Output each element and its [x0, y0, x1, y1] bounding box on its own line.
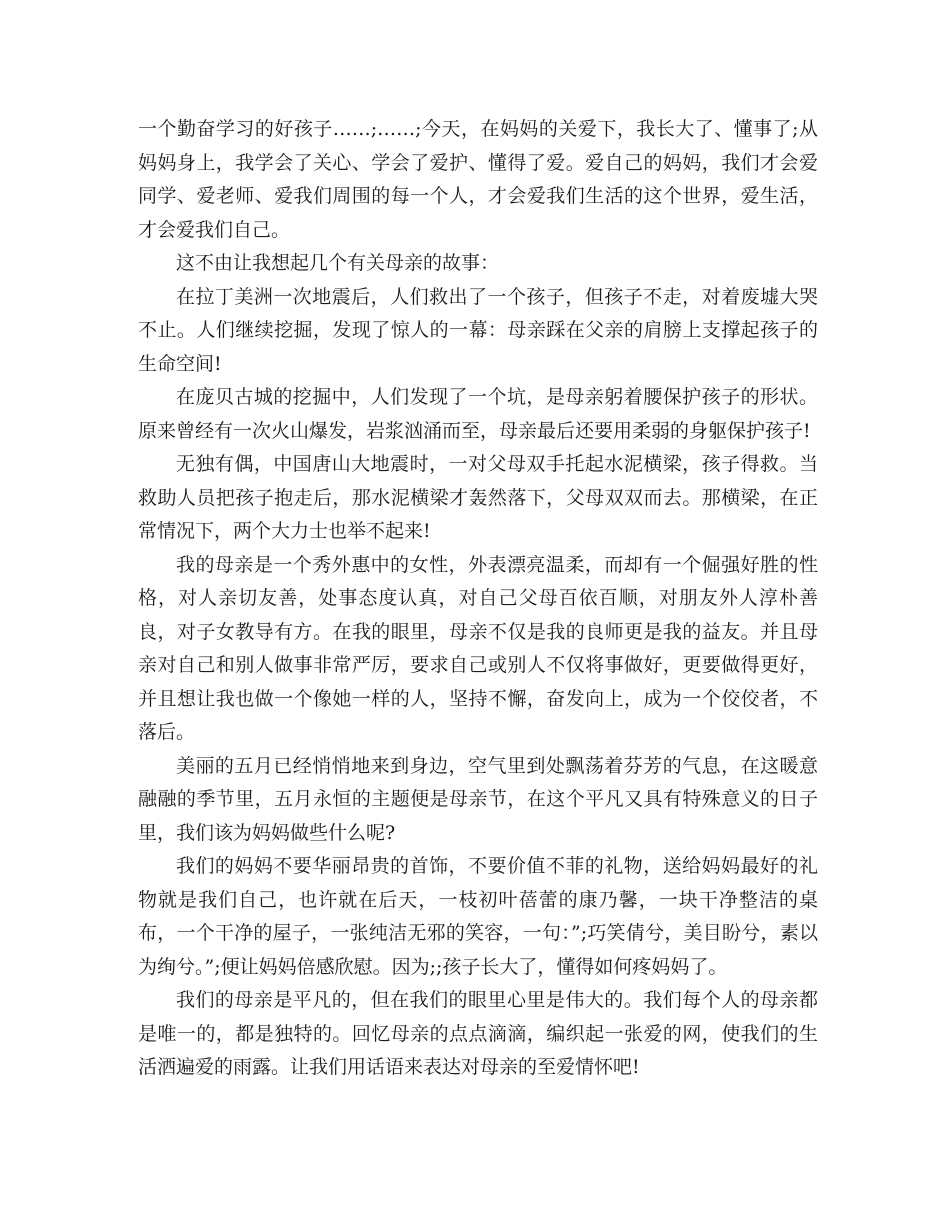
- paragraph-my-mother: 我的母亲是一个秀外惠中的女性，外表漂亮温柔，而却有一个倔强好胜的性格，对人亲切友善，处事态度认真，对自己父母百依百顺，对朋友外人淳朴善良，对子女教导有方。在我的眼里，母亲不仅是我的良师更是我的益友。并且母亲对自己和别人做事非常严厉，要求自己或别人不仅将事做好，更要做得更好，并且想让我也做一个像她一样的人，坚持不懈，奋发向上，成为一个佼佼者，不落后。: [138, 553, 818, 743]
- paragraph-gift: 我们的妈妈不要华丽昂贵的首饰，不要价值不菲的礼物，送给妈妈最好的礼物就是我们自己，也许就在后天，一枝初叶蓓蕾的康乃馨，一块干净整洁的桌布，一个干净的屋子，一张纯洁无邪的笑容，一句：”;巧笑倩兮，美目盼兮，素以为绚兮。”;便让妈妈倍感欣慰。因为;;孩子长大了，懂得如何疼妈妈了。: [138, 855, 818, 978]
- paragraph-conclusion: 我们的母亲是平凡的，但在我们的眼里心里是伟大的。我们每个人的母亲都是唯一的，都是独特的。回忆母亲的点点滴滴，编织起一张爱的网，使我们的生活洒遍爱的雨露。让我们用话语来表达对母亲的至爱情怀吧!: [138, 989, 818, 1078]
- paragraph-continued: 一个勤奋学习的好孩子……;……;今天，在妈妈的关爱下，我长大了、懂事了;从妈妈身上，我学会了关心、学会了爱护、懂得了爱。爱自己的妈妈，我们才会爱同学、爱老师、爱我们周围的每一个人，才会爱我们生活的这个世界，爱生活，才会爱我们自己。: [138, 118, 818, 241]
- paragraph-tangshan-story: 无独有偶，中国唐山大地震时，一对父母双手托起水泥横梁，孩子得救。当救助人员把孩子抱走后，那水泥横梁才轰然落下，父母双双而去。那横梁，在正常情况下，两个大力士也举不起来!: [138, 453, 818, 542]
- paragraph-intro-stories: 这不由让我想起几个有关母亲的故事：: [176, 252, 500, 274]
- document-body: [138, 113, 818, 1085]
- paragraph-may: 美丽的五月已经悄悄地来到身边，空气里到处飘荡着芬芳的气息，在这暖意融融的季节里，五月永恒的主题便是母亲节，在这个平凡又具有特殊意义的日子里，我们该为妈妈做些什么呢?: [138, 754, 818, 844]
- paragraph-pompeii-story: 在庞贝古城的挖掘中，人们发现了一个坑，是母亲躬着腰保护孩子的形状。原来曾经有一次火山爆发，岩浆汹涌而至，母亲最后还要用柔弱的身躯保护孩子!: [138, 386, 818, 442]
- paragraph-latin-america-story: 在拉丁美洲一次地震后，人们救出了一个孩子，但孩子不走，对着废墟大哭不止。人们继续挖掘，发现了惊人的一幕：母亲踩在父亲的肩膀上支撑起孩子的生命空间!: [138, 285, 818, 375]
